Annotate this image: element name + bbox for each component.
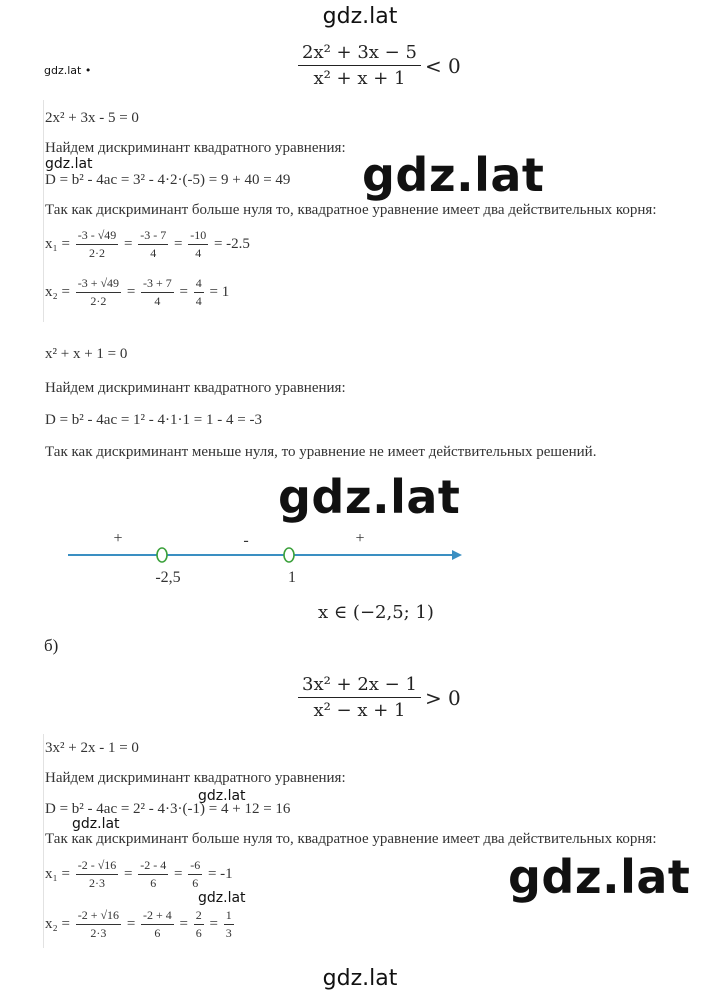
inequality-a-numerator: 2x² + 3x − 5 [298,42,421,66]
root-a-x1: x₁ = $\frac{-3 - √49}{2\cdot 2}$ = $\frac{-3 - 7}{4}$ = $\frac{-10}{4}$ = -2.5 [45,228,250,260]
watermark-bottom: gdz.lat [322,966,398,991]
watermark-small: gdz.lat [198,788,246,804]
inequality-b-relation: > 0 [424,685,461,710]
inequality-a [298,42,461,89]
find-discriminant-a1: Найдем дискриминант квадратного уравнения: [45,140,346,156]
equation-b1: 3x² + 2x - 1 = 0 [45,740,139,756]
watermark-big: gdz.lat [508,850,691,904]
answer-a: x ∈ (−2,5; 1) [318,602,434,623]
find-discriminant-b1: Найдем дискриминант квадратного уравнения: [45,770,346,786]
watermark-big: gdz.lat [278,470,461,524]
inequality-b-denominator: x² − x + 1 [313,700,406,721]
part-b-label: б) [44,636,59,655]
watermark-small: gdz.lat [198,890,246,906]
watermark-top: gdz.lat [322,4,398,29]
discriminant-negative-a: Так как дискриминант меньше нуля, то уравнение не имеет действительных решений. [45,444,597,460]
point-label-right: 1 [288,569,296,586]
root-b-x1: x₁ = $\frac{-2 - √16}{2\cdot 3}$ = $\frac{-2 - 4}{6}$ = $\frac{-6}{6}$ = -1 [45,858,233,890]
inequality-a-denominator: x² + x + 1 [313,68,406,89]
inequality-b [298,674,461,721]
discriminant-positive-b: Так как дискриминант больше нуля то, квадратное уравнение имеет два действительных корня: [45,831,657,847]
root-a-x2: x₂ = $\frac{-3 + √49}{2\cdot 2}$ = $\frac{-3 + 7}{4}$ = $\frac{4}{4}$ = 1 [45,276,230,308]
find-discriminant-a2: Найдем дискриминант квадратного уравнения: [45,380,346,396]
sign-middle: - [243,532,249,549]
equation-a2: x² + x + 1 = 0 [45,346,128,362]
divider-line [43,100,44,322]
open-point-right [284,548,294,562]
divider-line [43,734,44,948]
root-b-x2: x₂ = $\frac{-2 + √16}{2\cdot 3}$ = $\frac{-2 + 4}{6}$ = $\frac{2}{6}$ = $\frac{1}{3}$ [45,908,232,940]
equation-a1: 2x² + 3x - 5 = 0 [45,110,139,126]
inequality-b-numerator: 3x² + 2x − 1 [298,674,421,698]
watermark-small: gdz.lat [72,816,120,832]
discriminant-positive-a: Так как дискриминант больше нуля то, квадратное уравнение имеет два действительных корня: [45,202,657,218]
watermark-big: gdz.lat [362,148,545,202]
watermark-small: gdz.lat [45,156,93,172]
discriminant-b1: D = b² - 4ac = 2² - 4·3·(-1) = 4 + 12 = 16 [45,801,291,817]
open-point-left [157,548,167,562]
sign-right: + [355,530,365,547]
number-line-arrow [452,550,462,560]
point-label-left: -2,5 [155,569,181,586]
inequality-a-relation: < 0 [424,53,461,78]
sign-left: + [113,530,123,547]
watermark-small-dot: gdz.lat • [44,64,92,77]
discriminant-a2: D = b² - 4ac = 1² - 4·1·1 = 1 - 4 = -3 [45,412,262,428]
discriminant-a1: D = b² - 4ac = 3² - 4·2·(-5) = 9 + 40 = 49 [45,172,291,188]
number-line [60,528,480,590]
